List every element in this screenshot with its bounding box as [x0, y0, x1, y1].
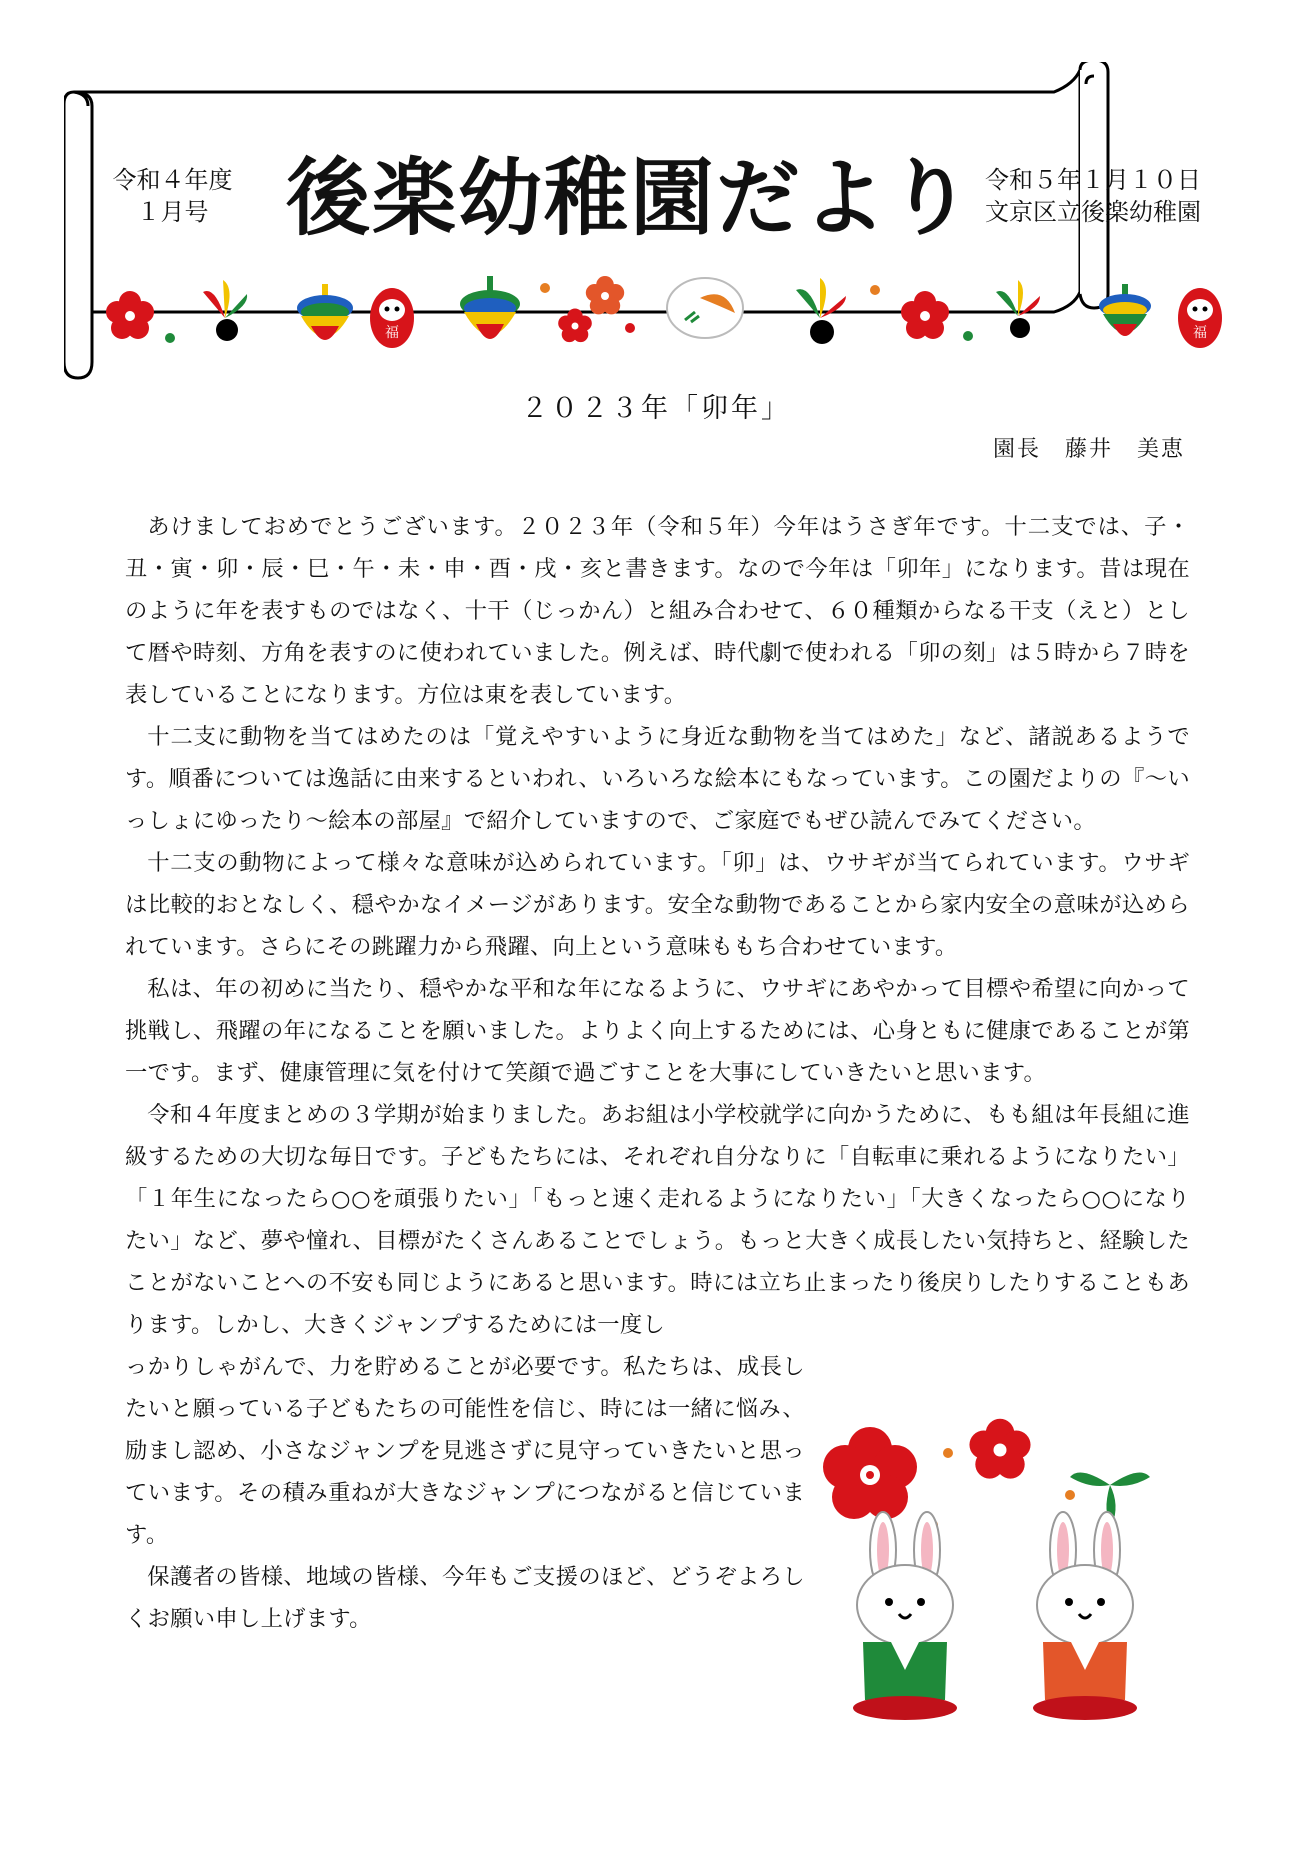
dot-icon [540, 283, 550, 293]
hagoita-feather-icon [203, 280, 247, 341]
paragraph: 私は、年の初めに当たり、穏やかな平和な年になるように、ウサギにあやかって目標や希望に向かって挑戦し、飛躍の年になることを願いました。よりよく向上するためには、心身ともに健康であることが第一です。まず、健康管理に気を付けて笑顔で過ごすことを大事にしていきたいと思います。 [125, 976, 1190, 1086]
kagami-mochi-icon [667, 278, 743, 338]
daruma-icon [1178, 288, 1222, 348]
paragraph: 保護者の皆様、地域の皆様、今年もご支援のほど、どうぞよろしくお願い申し上げます。 [125, 1564, 805, 1632]
spinning-top-icon [1099, 284, 1151, 336]
bunny-green-icon [853, 1512, 957, 1720]
issue-info [105, 164, 240, 228]
dot-icon [1065, 1490, 1075, 1500]
daruma-icon [370, 288, 414, 348]
plum-blossom-icon [823, 1427, 917, 1519]
dot-icon [625, 323, 635, 333]
paragraph: あけましておめでとうございます。２０２３年（令和５年）今年はうさぎ年です。十二支では、子・丑・寅・卯・辰・巳・午・未・申・酉・戌・亥と書きます。なので今年は「卯年」になります。昔は現在のように年を表すものではなく、十干（じっかん）と組み合わせて、６０種類からなる干支（えと）として暦や時刻、方角を表すのに使われていました。例えば、時代劇で使われる「卯の刻」は５時から７時を表していることになります。方位は東を表しています。 [125, 514, 1190, 708]
plum-blossom-icon [969, 1419, 1030, 1479]
date-info [985, 164, 1225, 228]
dot-icon [870, 285, 880, 295]
plum-blossom-icon [901, 291, 949, 339]
spinning-top-icon [297, 284, 353, 340]
dot-icon [943, 1448, 953, 1458]
issue-year: 令和４年度 [112, 166, 233, 194]
plum-blossom-icon [106, 291, 154, 339]
hagoita-feather-icon [996, 280, 1040, 338]
paragraph: 十二支の動物によって様々な意味が込められています。「卯」は、ウサギが当てられています。ウサギは比較的おとなしく、穏やかなイメージがあります。安全な動物であることから家内安全の意味が込められています。さらにその跳躍力から飛躍、向上という意味ももち合わせています。 [125, 850, 1190, 960]
school-name: 文京区立後楽幼稚園 [985, 198, 1201, 226]
narrow-column [125, 1346, 805, 1640]
daruma-text: 福 [385, 325, 399, 341]
article-author: 園長 藤井 美恵 [992, 437, 1185, 462]
newsletter-title: 後楽幼稚園だより [285, 149, 974, 247]
spinning-top-icon [460, 276, 520, 339]
dot-icon [963, 331, 973, 341]
paragraph: 令和４年度まとめの３学期が始まりました。あお組は小学校就学に向かうために、もも組は年長組に進級するための大切な毎日です。子どもたちには、それぞれ自分なりに「自転車に乗れるようになりたい」「１年生になったら○○を頑張りたい」「もっと速く走れるようになりたい」「大きくなったら○○になりたい」など、夢や憧れ、目標がたくさんあることでしょう。もっと大きく成長したい気持ちと、経験したことがないことへの不安も同じようにあると思います。時には立ち止まったり後戻りしたりすることもあります。しかし、大きくジャンプするためには一度し [125, 1102, 1190, 1338]
hagoita-feather-icon [796, 278, 846, 344]
plum-blossom-icon [558, 309, 592, 343]
new-year-decoration-row [100, 268, 1230, 358]
bunny-pair-illustration [800, 1405, 1200, 1725]
dot-icon [165, 333, 175, 343]
bunny-red-icon [1033, 1512, 1137, 1720]
daruma-text: 福 [1193, 325, 1207, 341]
paragraph: 十二支に動物を当てはめたのは「覚えやすいように身近な動物を当てはめた」など、諸説あるようです。順番については逸話に由来するといわれ、いろいろな絵本にもなっています。この園だよりの『～いっしょにゆったり～絵本の部屋』で紹介していますので、ご家庭でもぜひ読んでみてください。 [125, 724, 1190, 834]
plum-blossom-icon [586, 276, 624, 314]
article-title: ２０２３年「卯年」 [521, 393, 791, 424]
issue-month: １月号 [136, 198, 209, 226]
paragraph: っかりしゃがんで、力を貯めることが必要です。私たちは、成長したいと願っている子どもたちの可能性を信じ、時には一緒に悩み、励まし認め、小さなジャンプを見逃さずに見守っていきたいと思っています。その積み重ねが大きなジャンプにつながると信じています。 [125, 1354, 805, 1548]
issue-date: 令和５年１月１０日 [985, 166, 1201, 194]
